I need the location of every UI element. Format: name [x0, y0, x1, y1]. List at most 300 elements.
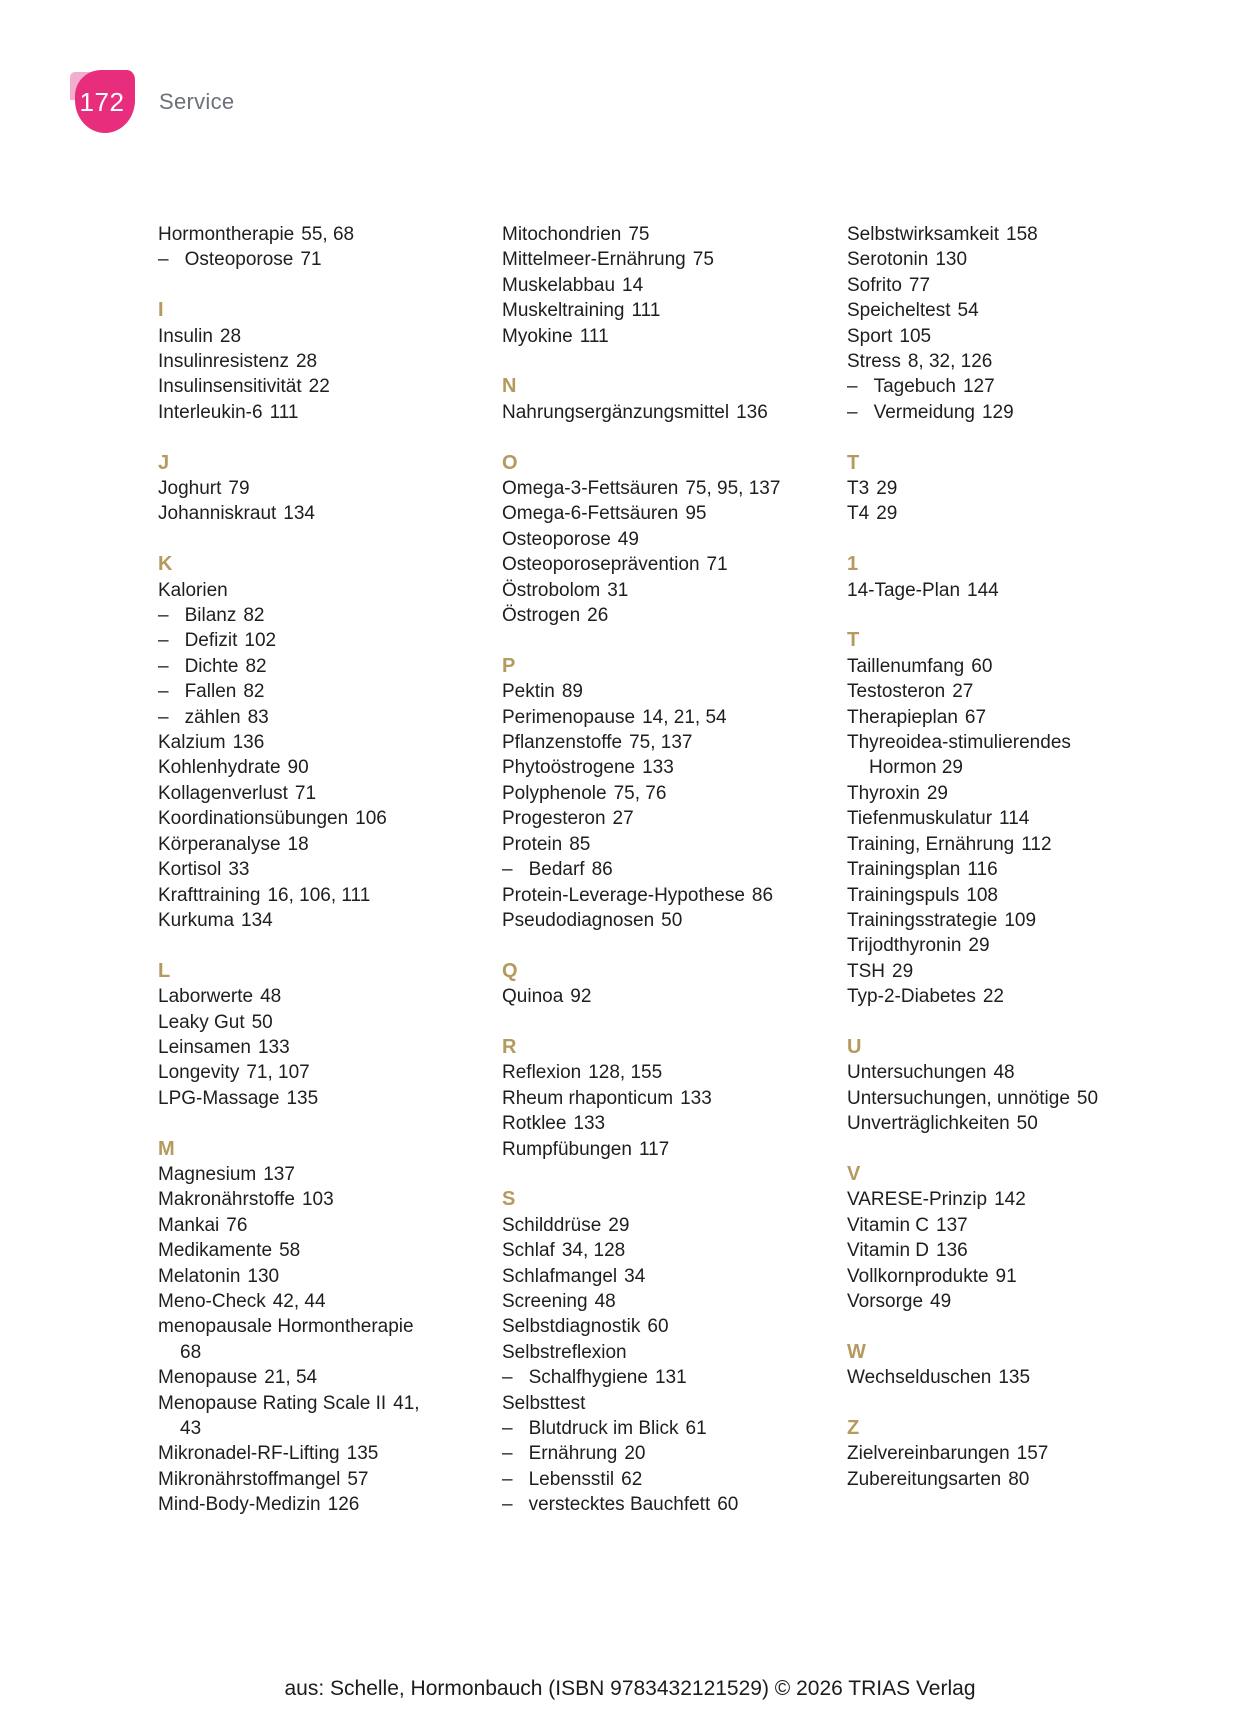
entry-label: Kortisol	[158, 859, 222, 881]
page-numbers: 135	[346, 1443, 379, 1465]
index-entry	[502, 806, 802, 831]
page-numbers: 71	[294, 782, 317, 804]
index-entry	[847, 654, 1132, 679]
page-numbers: 109	[1004, 909, 1037, 931]
index-sub-entry	[158, 679, 438, 704]
index-entry	[158, 501, 438, 526]
page-numbers: 57	[347, 1468, 369, 1490]
section-letter: T	[847, 629, 860, 652]
index-entry	[158, 730, 438, 755]
entry-label: Myokine	[502, 325, 573, 347]
entry-label: Kollagenverlust	[158, 782, 288, 804]
entry-label: Blutdruck im Blick	[528, 1418, 679, 1439]
entry-label: Mind-Body-Medizin	[158, 1494, 321, 1516]
index-entry	[158, 222, 438, 247]
index-entry	[158, 781, 438, 806]
index-sub-entry	[847, 374, 1132, 399]
index-sub-entry	[158, 628, 438, 653]
index-entry	[847, 1441, 1132, 1466]
entry-label: Selbstdiagnostik	[502, 1316, 641, 1338]
page-numbers: 42, 44	[272, 1290, 326, 1312]
index-entry	[847, 1111, 1132, 1136]
index-section-v	[847, 1162, 1132, 1314]
index-section-i	[158, 298, 438, 425]
entry-label: Vermeidung	[873, 401, 975, 423]
section-letter: W	[847, 1340, 866, 1363]
index-entry	[847, 476, 1132, 501]
index-entry	[847, 984, 1132, 1009]
page-numbers: 71, 107	[246, 1062, 310, 1084]
page-numbers: 111	[269, 401, 299, 423]
entry-label: Bilanz	[184, 605, 237, 627]
page-numbers: 75	[692, 249, 714, 271]
index-section-t	[847, 628, 1132, 1009]
entry-label: T3	[847, 478, 870, 500]
index-entry	[847, 806, 1132, 831]
index-entry	[847, 298, 1132, 323]
page-numbers: 86	[591, 859, 613, 881]
page-numbers: 105	[899, 325, 932, 347]
entry-label: Trijodthyronin	[847, 935, 962, 957]
page-numbers: 142	[994, 1189, 1026, 1211]
sub-entry-dash: –	[502, 859, 513, 881]
page-numbers: 48	[594, 1290, 616, 1312]
index-entry	[158, 806, 438, 831]
index-entry	[502, 273, 802, 298]
entry-label: Longevity	[158, 1062, 240, 1084]
entry-label: Meno-Check	[158, 1290, 266, 1312]
page-numbers: 126	[327, 1494, 360, 1516]
page-header-title: Service	[159, 89, 235, 114]
entry-label: Zubereitungsarten	[847, 1468, 1002, 1490]
sub-entry-dash: –	[502, 1494, 513, 1516]
index-entry	[502, 1137, 802, 1162]
index-entry	[502, 1289, 802, 1314]
index-entry	[502, 222, 802, 247]
entry-label: Koordinationsübungen	[158, 808, 349, 830]
entry-label: Hormontherapie	[158, 224, 295, 245]
entry-label: Muskeltraining	[502, 300, 625, 322]
entry-label: Phytoöstrogene	[502, 757, 636, 779]
page-numbers: 95	[685, 503, 707, 525]
page-numbers: 76	[226, 1214, 248, 1236]
page-numbers: 80	[1008, 1468, 1030, 1490]
page-numbers: 102	[244, 630, 277, 652]
entry-label: Östrobolom	[502, 579, 601, 601]
entry-label: Schlaf	[502, 1240, 555, 1262]
index-entry	[158, 1289, 438, 1314]
index-entry	[502, 1111, 802, 1136]
entry-continuation: Hormon 29	[869, 757, 963, 779]
entry-label: Insulinresistenz	[158, 351, 289, 373]
page-numbers: 60	[717, 1494, 739, 1516]
index-entry	[847, 1289, 1132, 1314]
index-entry	[847, 1213, 1132, 1238]
index-entry	[847, 908, 1132, 933]
page-numbers: 133	[257, 1036, 290, 1058]
entry-label: Muskelabbau	[502, 274, 616, 296]
index-entry	[158, 374, 438, 399]
entry-label: Defizit	[184, 630, 238, 652]
index-entry	[158, 1492, 438, 1517]
index-section-s	[502, 1187, 802, 1517]
entry-label: Vorsorge	[847, 1290, 924, 1312]
page-numbers: 82	[245, 655, 267, 677]
sub-entry-dash: –	[502, 1367, 513, 1389]
sub-entry-dash: –	[847, 401, 858, 423]
index-entry	[158, 1010, 438, 1035]
entry-label: Mankai	[158, 1214, 220, 1236]
entry-label: Zielvereinbarungen	[847, 1443, 1010, 1465]
index-entry	[502, 552, 802, 577]
index-section-w	[847, 1340, 1132, 1391]
index-entry	[847, 1086, 1132, 1111]
page-numbers: 134	[241, 909, 273, 931]
page-numbers: 108	[966, 884, 998, 906]
entry-label: Selbstreflexion	[502, 1341, 627, 1363]
index-entry	[158, 984, 438, 1009]
index-entry	[158, 1391, 438, 1416]
index-entry	[158, 1035, 438, 1060]
page-numbers: 14, 21, 54	[642, 706, 727, 728]
index-entry	[158, 1314, 438, 1339]
entry-label: Kalorien	[158, 579, 228, 601]
index-entry	[158, 1213, 438, 1238]
entry-label: Wechselduschen	[847, 1367, 992, 1389]
index-entry	[502, 1314, 802, 1339]
entry-label: VARESE-Prinzip	[847, 1189, 988, 1211]
entry-label: Reflexion	[502, 1062, 582, 1084]
index-entry	[502, 501, 802, 526]
page-numbers: 106	[355, 808, 387, 830]
entry-label: Progesteron	[502, 808, 606, 830]
index-entry	[158, 578, 438, 603]
entry-continuation: 68	[180, 1341, 202, 1363]
page-numbers: 61	[685, 1418, 707, 1439]
page-numbers: 158	[1006, 224, 1038, 245]
section-letter: O	[502, 451, 518, 474]
entry-label: Krafttraining	[158, 884, 261, 906]
index-entry	[158, 908, 438, 933]
entry-label: Rheum rhaponticum	[502, 1087, 674, 1109]
index-entry	[158, 400, 438, 425]
index-entry	[847, 857, 1132, 882]
entry-label: Polyphenole	[502, 782, 607, 804]
index-entry	[847, 959, 1132, 984]
index-entry	[847, 705, 1132, 730]
page-numbers: 31	[607, 579, 629, 601]
entry-label: Körperanalyse	[158, 833, 281, 855]
page-numbers: 92	[570, 986, 592, 1008]
page-numbers: 135	[998, 1367, 1031, 1389]
index-entry	[847, 679, 1132, 704]
entry-label: Osteoporose	[184, 249, 294, 271]
entry-label: Testosteron	[847, 681, 946, 703]
index-sub-entry	[502, 1467, 802, 1492]
page-numbers: 28	[219, 325, 242, 347]
entry-label: Mitochondrien	[502, 224, 622, 245]
index-entry	[847, 883, 1132, 908]
page-numbers: 29	[876, 503, 898, 525]
page-number-badge	[70, 70, 134, 134]
page-numbers: 135	[286, 1087, 319, 1109]
entry-label: Menopause Rating Scale II	[158, 1392, 387, 1414]
index-entry	[502, 730, 802, 755]
section-letter: K	[158, 553, 173, 576]
entry-label: Vollkornprodukte	[847, 1265, 989, 1287]
entry-label: 14-Tage-Plan	[847, 579, 961, 601]
page-numbers: 82	[243, 605, 265, 627]
entry-label: Trainingsplan	[847, 859, 961, 881]
entry-label: Joghurt	[158, 478, 222, 500]
index-sub-entry	[158, 603, 438, 628]
entry-label: Östrogen	[502, 605, 581, 627]
page-numbers: 48	[993, 1062, 1015, 1084]
entry-label: Dichte	[184, 655, 239, 677]
section-letter: U	[847, 1035, 862, 1058]
page-numbers: 75, 76	[613, 782, 667, 804]
page-numbers: 131	[654, 1367, 687, 1389]
entry-label: Vitamin C	[847, 1214, 930, 1236]
page-numbers: 55, 68	[301, 224, 355, 245]
section-letter: T	[847, 451, 860, 474]
page-numbers: 50	[1076, 1087, 1099, 1109]
entry-label: Magnesium	[158, 1163, 257, 1185]
entry-label: Tiefenmuskulatur	[847, 808, 993, 830]
entry-label: Serotonin	[847, 249, 929, 271]
index-entry	[847, 781, 1132, 806]
page-numbers: 22	[982, 986, 1004, 1008]
page-numbers: 112	[1021, 833, 1052, 855]
index-entry	[502, 1060, 802, 1085]
page-numbers: 71	[300, 249, 322, 271]
page-numbers: 29	[892, 960, 914, 982]
page-numbers: 136	[232, 732, 265, 754]
index-sub-entry	[502, 1492, 802, 1517]
index-entry	[502, 324, 802, 349]
index-section-p	[502, 654, 802, 933]
index-entry	[502, 400, 802, 425]
index-sub-entry	[502, 1441, 802, 1466]
index-entry	[847, 1060, 1132, 1085]
section-letter: N	[502, 375, 517, 398]
sub-entry-dash: –	[158, 605, 169, 627]
index-sub-entry	[158, 654, 438, 679]
page-numbers: 129	[981, 401, 1014, 423]
entry-label: Leinsamen	[158, 1036, 251, 1058]
index-sub-entry	[158, 705, 438, 730]
entry-label: Insulin	[158, 325, 213, 347]
index-entry	[847, 1467, 1132, 1492]
entry-label: Pseudodiagnosen	[502, 909, 655, 931]
entry-label: Tagebuch	[873, 376, 956, 398]
index-entry	[502, 1213, 802, 1238]
entry-label: Trainingspuls	[847, 884, 960, 906]
index-section-q	[502, 959, 802, 1010]
index-section-continued	[158, 222, 438, 273]
index-entry	[502, 476, 802, 501]
entry-label: Selbstwirksamkeit	[847, 224, 1000, 245]
page-numbers: 79	[228, 478, 250, 500]
index-entry	[502, 1391, 802, 1416]
entry-label: Pflanzenstoffe	[502, 732, 623, 754]
index-entry	[502, 908, 802, 933]
page-numbers: 77	[908, 274, 931, 296]
page-number: 172	[79, 86, 125, 117]
page-numbers: 130	[247, 1265, 280, 1287]
index-entry	[847, 578, 1132, 603]
page-numbers: 137	[936, 1214, 968, 1236]
section-letter: Z	[847, 1416, 860, 1439]
entry-continuation: 43	[180, 1418, 202, 1440]
entry-label: Thyroxin	[847, 782, 920, 804]
page-numbers: 22	[308, 376, 330, 398]
entry-label: Mikronährstoffmangel	[158, 1468, 341, 1490]
entry-label: Quinoa	[502, 986, 564, 1008]
page-numbers: 62	[621, 1468, 643, 1490]
entry-label: verstecktes Bauchfett	[528, 1494, 711, 1516]
entry-label: Screening	[502, 1290, 588, 1312]
page-numbers: 83	[247, 706, 269, 728]
index-entry	[158, 1238, 438, 1263]
entry-label: Thyreoidea-stimulierendes	[847, 732, 1071, 754]
page-numbers: 29	[968, 935, 990, 957]
page-numbers: 34	[624, 1265, 646, 1287]
entry-label: Sofrito	[847, 274, 902, 296]
index-entry	[158, 1086, 438, 1111]
entry-label: Kurkuma	[158, 909, 235, 931]
index-sub-entry	[502, 1416, 802, 1441]
page-numbers: 60	[971, 655, 993, 677]
index-entry	[847, 501, 1132, 526]
entry-label: Typ-2-Diabetes	[847, 986, 976, 1008]
index-entry	[847, 222, 1132, 247]
page-numbers: 116	[967, 859, 998, 881]
entry-label: Kohlenhydrate	[158, 757, 281, 779]
index-entry	[847, 1238, 1132, 1263]
index-entry	[158, 1264, 438, 1289]
page-numbers: 133	[573, 1113, 606, 1135]
page-numbers: 86	[751, 884, 774, 906]
index-entry	[847, 730, 1132, 755]
entry-label: Schalfhygiene	[528, 1367, 648, 1389]
sub-entry-dash: –	[158, 706, 169, 728]
page-numbers: 90	[287, 757, 309, 779]
index-entry	[502, 603, 802, 628]
entry-label: Sport	[847, 325, 893, 347]
page-numbers: 85	[569, 833, 591, 855]
page-numbers: 28	[295, 351, 318, 373]
index-entry	[158, 1467, 438, 1492]
entry-label: Melatonin	[158, 1265, 241, 1287]
page-numbers: 130	[935, 249, 968, 271]
index-entry	[847, 273, 1132, 298]
page-numbers: 103	[301, 1189, 334, 1211]
index-sub-entry	[847, 400, 1132, 425]
page-numbers: 16, 106, 111	[267, 884, 371, 906]
page-numbers: 48	[260, 986, 282, 1008]
page-numbers: 26	[587, 605, 609, 627]
page-numbers: 58	[279, 1240, 301, 1262]
entry-label: Protein-Leverage-Hypothese	[502, 884, 745, 906]
page-numbers: 27	[612, 808, 634, 830]
index-entry	[158, 755, 438, 780]
entry-label: Ernährung	[528, 1443, 618, 1465]
entry-label: menopausale Hormontherapie	[158, 1316, 414, 1338]
entry-label: Omega-3-Fettsäuren	[502, 478, 679, 500]
page-numbers: 111	[579, 325, 609, 347]
index-section-r	[502, 1035, 802, 1162]
page-numbers: 111	[631, 300, 661, 322]
section-letter: 1	[847, 553, 859, 576]
page-numbers: 41,	[393, 1392, 420, 1414]
entry-label: Interleukin-6	[158, 401, 263, 423]
index-entry	[847, 1264, 1132, 1289]
page-numbers: 136	[736, 401, 768, 423]
page-numbers: 127	[962, 376, 995, 398]
page-numbers: 133	[680, 1087, 712, 1109]
index-entry	[158, 1441, 438, 1466]
page-numbers: 29	[926, 782, 948, 804]
entry-label: Osteoporoseprävention	[502, 554, 700, 576]
index-entry	[847, 933, 1132, 958]
entry-label: Rumpfübungen	[502, 1138, 632, 1160]
entry-label: Mittelmeer-Ernährung	[502, 249, 686, 271]
index-entry	[502, 1340, 802, 1365]
page-numbers: 54	[957, 300, 979, 322]
entry-label: Vitamin D	[847, 1240, 930, 1262]
index-sub-entry	[158, 247, 438, 272]
page-numbers: 49	[617, 528, 639, 550]
index-entry	[158, 349, 438, 374]
page-numbers: 67	[964, 706, 987, 728]
entry-label: Mikronadel-RF-Lifting	[158, 1443, 340, 1465]
entry-label: Bedarf	[528, 859, 585, 881]
page-numbers: 50	[1016, 1113, 1038, 1135]
index-entry	[158, 1162, 438, 1187]
index-entry	[847, 1365, 1132, 1390]
entry-label: Untersuchungen, unnötige	[847, 1087, 1070, 1109]
index-section-1	[847, 552, 1132, 603]
sub-entry-dash: –	[502, 1468, 513, 1490]
index-entry	[502, 755, 802, 780]
index-entry	[847, 324, 1132, 349]
index-entry	[502, 781, 802, 806]
index-entry	[502, 984, 802, 1009]
index-entry	[502, 705, 802, 730]
index-entry	[847, 1187, 1132, 1212]
entry-label: Makronährstoffe	[158, 1189, 295, 1211]
page-numbers: 133	[642, 757, 674, 779]
page-numbers: 29	[608, 1214, 630, 1236]
page-numbers: 21, 54	[264, 1367, 318, 1389]
index-section-z	[847, 1416, 1132, 1492]
page-numbers: 157	[1016, 1443, 1049, 1465]
footer-credit-line: aus: Schelle, Hormonbauch (ISBN 9783432121529) © 2026 TRIAS Verlag	[284, 1677, 976, 1700]
index-entry	[502, 298, 802, 323]
page-numbers: 75	[628, 224, 650, 245]
index-sub-entry	[502, 1365, 802, 1390]
index-entry	[502, 247, 802, 272]
page-numbers: 144	[967, 579, 999, 601]
page-numbers: 49	[930, 1290, 952, 1312]
index-entry	[158, 857, 438, 882]
section-letter: S	[502, 1188, 516, 1211]
entry-label: Lebensstil	[528, 1468, 615, 1490]
section-letter: R	[502, 1035, 517, 1058]
index-section-continued	[847, 222, 1132, 425]
index-section-o	[502, 451, 802, 629]
